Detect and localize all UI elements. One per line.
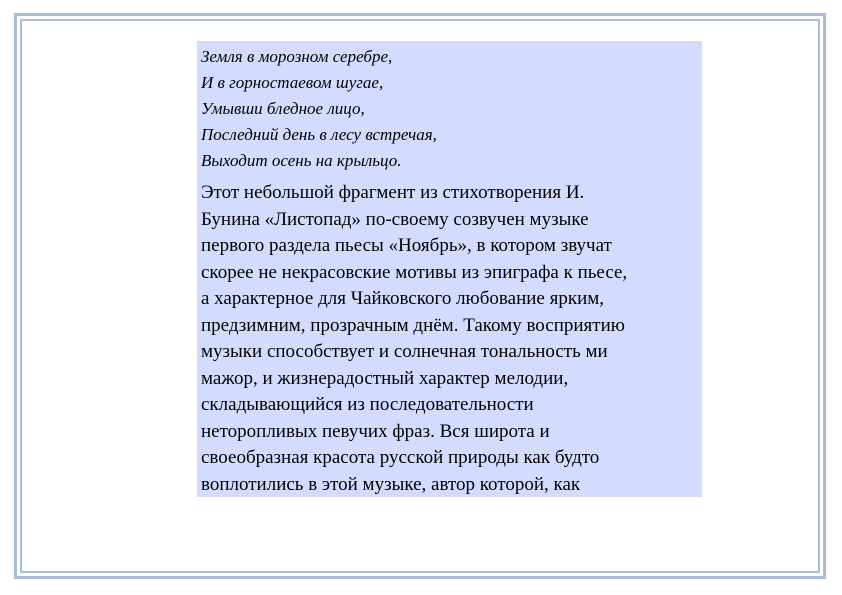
prose-line: первого раздела пьесы «Ноябрь», в котором звучат [201,235,612,256]
poem-line: Выходит осень на крыльцо. [201,151,402,170]
prose-line: предзимним, прозрачным днём. Такому восприятию [201,314,625,336]
prose-line: Бунина «Листопад» по-своему созвучен музыке [201,208,589,230]
prose-line: воплотились в этой музыке, автор которой, как [201,473,581,495]
prose-line: а характерное для Чайковского любование ярким, [201,288,605,309]
poem-line: Последний день в лесу встречая, [201,125,437,144]
prose-line: музыки способствует и солнечная тональность ми [201,341,608,362]
prose-line: складывающийся из последовательности [201,394,534,415]
text-box [197,41,702,497]
prose-paragraph [201,180,696,497]
poem-line: Умывши бледное лицо, [201,99,365,118]
prose-line: Этот небольшой фрагмент из стихотворения И. [201,182,585,203]
prose-line: мажор, и жизнерадостный характер мелодии, [201,367,569,389]
prose-line: скорее не некрасовские мотивы из эпиграфа к пьесе, [201,261,628,283]
poem-epigraph [201,44,696,174]
prose-line: своеобразная красота русской природы как будто [201,447,600,468]
prose-line: неторопливых певучих фраз. Вся широта и [201,420,550,442]
poem-line: Земля в морозном серебре, [201,47,393,66]
poem-line: И в горностаевом шугае, [201,73,384,92]
